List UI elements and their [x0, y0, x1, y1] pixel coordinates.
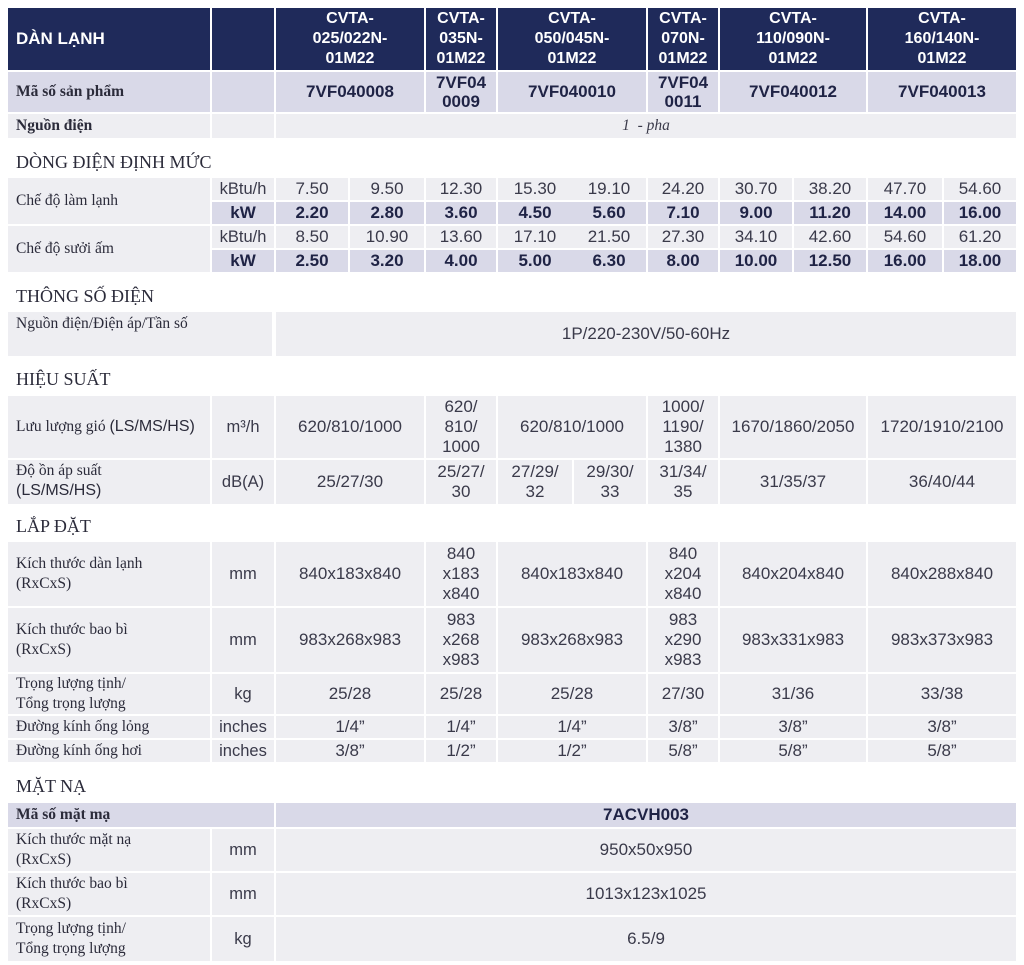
gas-pipe-4: 5/8” [648, 740, 718, 762]
airflow-value-5: 1670/1860/2050 [720, 396, 866, 458]
airflow-unit: m³/h [212, 396, 274, 458]
package-dimension-2: 983 x268 x983 [426, 608, 496, 672]
panel-package-value: 1013x123x1025 [276, 873, 1016, 915]
cooling-btu-unit: kBtu/h [212, 178, 274, 200]
gas-pipe-5: 5/8” [720, 740, 866, 762]
section-panel: MẶT NẠ [16, 775, 87, 796]
heating-btu-value-1: 8.50 [276, 226, 348, 248]
package-dimension-unit: mm [212, 608, 274, 672]
heating-mode-label: Chế độ sưởi ấm [8, 226, 210, 272]
cooling-btu-value-10: 54.60 [944, 178, 1016, 200]
heating-kw-value-9: 16.00 [868, 250, 942, 272]
power-source-unit-cell [212, 114, 274, 138]
unit-dimension-5: 840x204x840 [720, 542, 866, 606]
package-dimension-label: Kích thước bao bì (RxCxS) [8, 608, 210, 672]
panel-weight-label: Trọng lượng tịnh/ Tổng trọng lượng [8, 917, 210, 961]
panel-dimension-unit: mm [212, 829, 274, 871]
liquid-pipe-3: 1/4” [498, 716, 646, 738]
weight-1: 25/28 [276, 674, 424, 714]
liquid-pipe-4: 3/8” [648, 716, 718, 738]
heating-btu-value-7: 34.10 [720, 226, 792, 248]
unit-dimension-2: 840 x183 x840 [426, 542, 496, 606]
airflow-value-4: 1000/ 1190/ 1380 [648, 396, 718, 458]
noise-value-7: 36/40/44 [868, 460, 1016, 504]
model-header-4: CVTA- 070N- 01M22 [648, 8, 718, 70]
liquid-pipe-unit: inches [212, 716, 274, 738]
power-source-label: Nguồn điện [8, 114, 210, 138]
product-code-3: 7VF040010 [498, 72, 646, 112]
heating-btu-value-9: 54.60 [868, 226, 942, 248]
noise-label-text: Độ ồn áp suất [16, 462, 102, 479]
unit-dimension-unit: mm [212, 542, 274, 606]
section-rated-current: DÒNG ĐIỆN ĐỊNH MỨC [16, 151, 212, 172]
electrical-value: 1P/220-230V/50-60Hz [276, 312, 1016, 356]
unit-dimension-3: 840x183x840 [498, 542, 646, 606]
weight-4: 27/30 [648, 674, 718, 714]
gas-pipe-2: 1/2” [426, 740, 496, 762]
cooling-btu-value-1: 7.50 [276, 178, 348, 200]
unit-dimension-6: 840x288x840 [868, 542, 1016, 606]
gas-pipe-label: Đường kính ống hơi [8, 740, 210, 762]
cooling-kw-value-3: 3.60 [426, 202, 496, 224]
noise-value-5: 31/34/ 35 [648, 460, 718, 504]
cooling-kw-value-9: 14.00 [868, 202, 942, 224]
noise-label-suffix: (LS/MS/HS) [16, 482, 102, 499]
package-dimension-1: 983x268x983 [276, 608, 424, 672]
heating-kw-unit: kW [212, 250, 274, 272]
panel-code-value: 7ACVH003 [276, 803, 1016, 827]
heating-kw-value-7: 10.00 [720, 250, 792, 272]
header-unit-cell [212, 8, 274, 70]
package-dimension-6: 983x373x983 [868, 608, 1016, 672]
package-dimension-5: 983x331x983 [720, 608, 866, 672]
gas-pipe-6: 5/8” [868, 740, 1016, 762]
section-installation: LẮP ĐẶT [16, 515, 91, 536]
noise-value-3: 27/29/ 32 [498, 460, 572, 504]
heating-kw-value-4: 5.00 [498, 250, 572, 272]
airflow-value-6: 1720/1910/2100 [868, 396, 1016, 458]
heating-btu-value-5: 21.50 [572, 226, 646, 248]
heating-kw-value-6: 8.00 [648, 250, 718, 272]
section-electrical: THÔNG SỐ ĐIỆN [16, 285, 154, 306]
panel-weight-unit: kg [212, 917, 274, 961]
cooling-kw-value-1: 2.20 [276, 202, 348, 224]
panel-weight-value: 6.5/9 [276, 917, 1016, 961]
panel-package-unit: mm [212, 873, 274, 915]
weight-label: Trọng lượng tịnh/ Tổng trọng lượng [8, 674, 210, 714]
product-code-5: 7VF040012 [720, 72, 866, 112]
airflow-label [8, 396, 210, 458]
cooling-btu-value-4: 15.30 [498, 178, 572, 200]
product-code-6: 7VF040013 [868, 72, 1016, 112]
noise-unit: dB(A) [212, 460, 274, 504]
liquid-pipe-6: 3/8” [868, 716, 1016, 738]
package-dimension-3: 983x268x983 [498, 608, 646, 672]
liquid-pipe-5: 3/8” [720, 716, 866, 738]
heating-kw-value-10: 18.00 [944, 250, 1016, 272]
cooling-kw-value-4: 4.50 [498, 202, 572, 224]
cooling-btu-value-2: 9.50 [350, 178, 424, 200]
package-dimension-4: 983 x290 x983 [648, 608, 718, 672]
heating-kw-value-3: 4.00 [426, 250, 496, 272]
airflow-value-2: 620/ 810/ 1000 [426, 396, 496, 458]
panel-code-label: Mã số mặt mạ [8, 803, 274, 827]
cooling-btu-value-9: 47.70 [868, 178, 942, 200]
section-performance: HIỆU SUẤT [16, 368, 111, 389]
noise-value-1: 25/27/30 [276, 460, 424, 504]
cooling-btu-value-7: 30.70 [720, 178, 792, 200]
model-header-6: CVTA- 160/140N- 01M22 [868, 8, 1016, 70]
table-title: DÀN LẠNH [8, 8, 210, 70]
weight-3: 25/28 [498, 674, 646, 714]
power-source-value: 1 - pha [276, 114, 1016, 138]
cooling-btu-value-5: 19.10 [572, 178, 646, 200]
gas-pipe-1: 3/8” [276, 740, 424, 762]
cooling-kw-value-8: 11.20 [794, 202, 866, 224]
gas-pipe-unit: inches [212, 740, 274, 762]
heating-kw-value-1: 2.50 [276, 250, 348, 272]
heating-btu-value-4: 17.10 [498, 226, 572, 248]
weight-unit: kg [212, 674, 274, 714]
product-code-2: 7VF04 0009 [426, 72, 496, 112]
cooling-btu-value-8: 38.20 [794, 178, 866, 200]
gas-pipe-3: 1/2” [498, 740, 646, 762]
product-code-label: Mã số sản phẩm [8, 72, 210, 112]
panel-dimension-value: 950x50x950 [276, 829, 1016, 871]
airflow-value-3: 620/810/1000 [498, 396, 646, 458]
unit-dimension-label: Kích thước dàn lạnh (RxCxS) [8, 542, 210, 606]
cooling-btu-value-6: 24.20 [648, 178, 718, 200]
noise-value-4: 29/30/ 33 [574, 460, 646, 504]
weight-5: 31/36 [720, 674, 866, 714]
weight-2: 25/28 [426, 674, 496, 714]
electrical-label: Nguồn điện/Điện áp/Tần số [8, 312, 272, 356]
cooling-kw-value-2: 2.80 [350, 202, 424, 224]
noise-label [8, 460, 210, 504]
model-header-3: CVTA- 050/045N- 01M22 [498, 8, 646, 70]
heating-btu-unit: kBtu/h [212, 226, 274, 248]
heating-btu-value-6: 27.30 [648, 226, 718, 248]
heating-kw-value-8: 12.50 [794, 250, 866, 272]
cooling-kw-unit: kW [212, 202, 274, 224]
heating-btu-value-2: 10.90 [350, 226, 424, 248]
unit-dimension-4: 840 x204 x840 [648, 542, 718, 606]
cooling-btu-value-3: 12.30 [426, 178, 496, 200]
product-code-unit-cell [212, 72, 274, 112]
noise-value-2: 25/27/ 30 [426, 460, 496, 504]
liquid-pipe-label: Đường kính ống lỏng [8, 716, 210, 738]
liquid-pipe-2: 1/4” [426, 716, 496, 738]
heating-kw-value-2: 3.20 [350, 250, 424, 272]
cooling-kw-value-6: 7.10 [648, 202, 718, 224]
heating-btu-value-8: 42.60 [794, 226, 866, 248]
model-header-1: CVTA- 025/022N- 01M22 [276, 8, 424, 70]
panel-package-label: Kích thước bao bì (RxCxS) [8, 873, 210, 915]
heating-kw-value-5: 6.30 [572, 250, 646, 272]
product-code-1: 7VF040008 [276, 72, 424, 112]
airflow-value-1: 620/810/1000 [276, 396, 424, 458]
heating-btu-value-10: 61.20 [944, 226, 1016, 248]
cooling-kw-value-10: 16.00 [944, 202, 1016, 224]
noise-value-6: 31/35/37 [720, 460, 866, 504]
panel-dimension-label: Kích thước mặt nạ (RxCxS) [8, 829, 210, 871]
liquid-pipe-1: 1/4” [276, 716, 424, 738]
model-header-2: CVTA- 035N- 01M22 [426, 8, 496, 70]
airflow-label-text: Lưu lượng gió [16, 418, 106, 435]
airflow-label-suffix: (LS/MS/HS) [109, 418, 195, 435]
cooling-kw-value-5: 5.60 [572, 202, 646, 224]
product-code-4: 7VF04 0011 [648, 72, 718, 112]
heating-btu-value-3: 13.60 [426, 226, 496, 248]
unit-dimension-1: 840x183x840 [276, 542, 424, 606]
weight-6: 33/38 [868, 674, 1016, 714]
cooling-mode-label: Chế độ làm lạnh [8, 178, 210, 224]
cooling-kw-value-7: 9.00 [720, 202, 792, 224]
model-header-5: CVTA- 110/090N- 01M22 [720, 8, 866, 70]
